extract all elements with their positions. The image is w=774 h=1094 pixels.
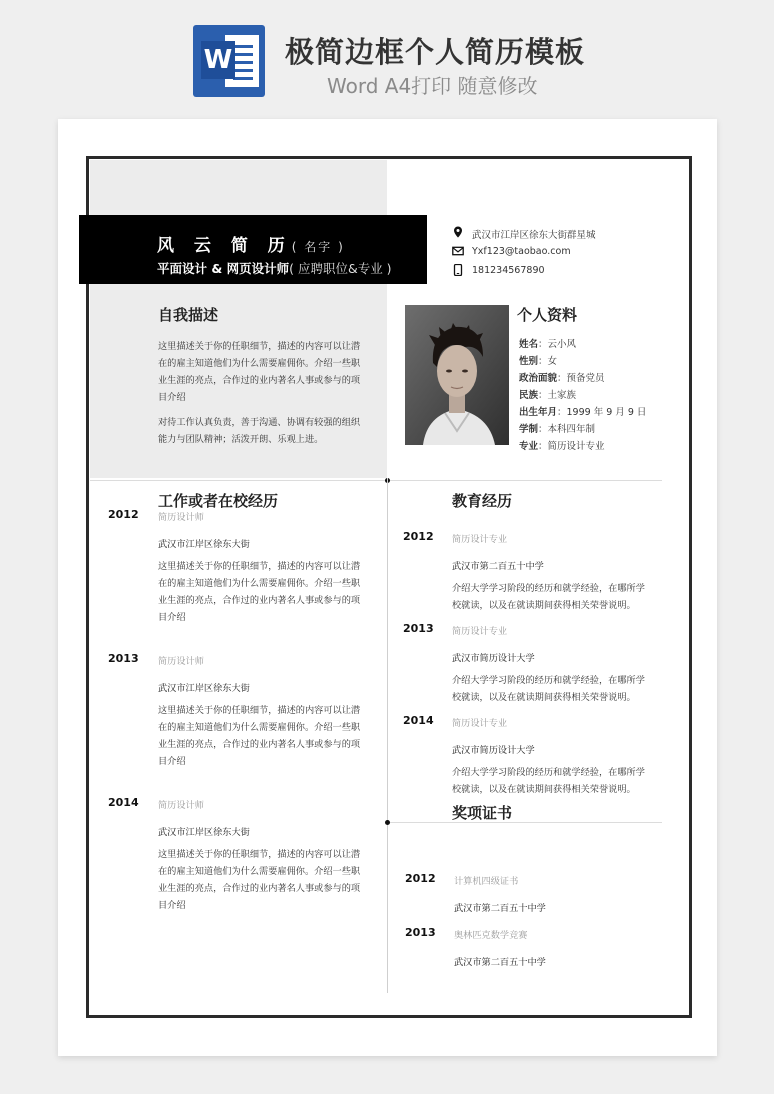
timeline-dot [385, 820, 390, 825]
work-place: 武汉市江岸区徐东大街 [158, 827, 250, 838]
template-subtitle: Word A4打印 随意修改 [327, 74, 538, 98]
profile-label: 姓名 [519, 339, 539, 350]
edu-school: 武汉市简历设计大学 [452, 653, 535, 664]
work-year: 2013 [108, 652, 139, 665]
award-year: 2013 [405, 926, 436, 939]
profile-title: 个人资料 [517, 306, 578, 324]
edu-major: 简历设计专业 [452, 626, 508, 637]
self-desc-paragraph: 这里描述关于你的任职细节，描述的内容可以让潜在的雇主知道他们为什么需要雇佣你。介绍一些职业生涯的亮点，合作过的业内著名人事或参与的项目介绍 [158, 341, 361, 403]
name-banner [79, 215, 427, 284]
profile-label: 出生年月 [519, 407, 558, 418]
profile-label: 政治面貌 [519, 373, 558, 384]
resume-name [157, 231, 345, 256]
work-desc: 这里描述关于你的任职细节，描述的内容可以让潜在的雇主知道他们为什么需要雇佣你。介绍一些职业生涯的亮点，合作过的业内著名人事或参与的项目介绍 [158, 849, 361, 911]
work-year: 2012 [108, 508, 139, 521]
center-divider [387, 478, 388, 993]
email-text: Yxf123@taobao.com [472, 246, 571, 257]
word-document-icon [193, 25, 265, 97]
work-desc: 这里描述关于你的任职细节，描述的内容可以让潜在的雇主知道他们为什么需要雇佣你。介绍一些职业生涯的亮点，合作过的业内著名人事或参与的项目介绍 [158, 561, 361, 623]
profile-value: ：土家族 [538, 390, 577, 401]
self-desc-paragraph: 对待工作认真负责，善于沟通、协调有较强的组织能力与团队精神；活泼开朗、乐观上进。 [158, 417, 361, 445]
work-place: 武汉市江岸区徐东大街 [158, 683, 250, 694]
awards-title: 奖项证书 [452, 804, 513, 822]
profile-value: ：本科四年制 [538, 424, 596, 435]
work-role: 简历设计师 [158, 512, 204, 523]
edu-major: 简历设计专业 [452, 718, 508, 729]
divider-awards [388, 822, 662, 823]
edu-major: 简历设计专业 [452, 534, 508, 545]
profile-row-major [519, 438, 605, 452]
profile-value: ：云小风 [538, 339, 577, 350]
edu-desc: 介绍大学学习阶段的经历和就学经验，在哪所学校就读，以及在就读期间获得相关荣誉说明。 [452, 675, 645, 703]
page-header [0, 0, 774, 112]
award-name: 计算机四级证书 [454, 876, 519, 887]
edu-year: 2014 [403, 714, 434, 727]
profile-value: ：简历设计专业 [538, 441, 605, 452]
phone-text: 181234567890 [472, 265, 545, 276]
work-year: 2014 [108, 796, 139, 809]
portrait-image [405, 305, 509, 445]
edu-school: 武汉市第二百五十中学 [452, 561, 544, 572]
profile-value: ：预备党员 [557, 373, 605, 384]
word-letter: W [201, 41, 235, 79]
award-place: 武汉市第二百五十中学 [454, 903, 546, 914]
profile-label: 专业 [519, 441, 539, 452]
profile-label: 性别 [519, 356, 539, 367]
work-place: 武汉市江岸区徐东大街 [158, 539, 250, 550]
name-text: 风 云 简 历 [157, 236, 292, 256]
education-title: 教育经历 [452, 492, 513, 510]
profile-row-politics [519, 370, 605, 384]
edu-school: 武汉市简历设计大学 [452, 745, 535, 756]
profile-value: ：1999 年 9 月 9 日 [557, 407, 647, 418]
name-note: ( 名字 ) [291, 240, 345, 254]
phone-icon [452, 264, 464, 276]
position-text: 平面设计 & 网页设计师 [157, 261, 290, 276]
edu-year: 2013 [403, 622, 434, 635]
address-text: 武汉市江岸区徐东大街群星城 [472, 230, 596, 241]
profile-row-ethnicity [519, 387, 576, 401]
profile-row-birth [519, 404, 646, 418]
template-title: 极简边框个人简历模板 [285, 35, 586, 69]
edu-year: 2012 [403, 530, 434, 543]
profile-label: 学制 [519, 424, 539, 435]
mail-icon [452, 245, 464, 257]
divider-left [90, 480, 387, 481]
location-pin-icon [452, 226, 464, 238]
profile-row-gender [519, 353, 557, 367]
divider-right [388, 480, 662, 481]
award-name: 奥林匹克数学竞赛 [454, 930, 528, 941]
work-title: 工作或者在校经历 [158, 492, 279, 510]
profile-value: ：女 [538, 356, 558, 367]
work-role: 简历设计师 [158, 800, 204, 811]
profile-row-schooling [519, 421, 595, 435]
award-place: 武汉市第二百五十中学 [454, 957, 546, 968]
profile-row-name [519, 336, 576, 350]
resume-position [157, 259, 392, 277]
profile-photo [405, 305, 509, 445]
position-note: ( 应聘职位&专业 ) [289, 261, 392, 276]
work-role: 简历设计师 [158, 656, 204, 667]
award-year: 2012 [405, 872, 436, 885]
self-desc-title: 自我描述 [158, 306, 219, 324]
edu-desc: 介绍大学学习阶段的经历和就学经验，在哪所学校就读，以及在就读期间获得相关荣誉说明。 [452, 767, 645, 795]
edu-desc: 介绍大学学习阶段的经历和就学经验，在哪所学校就读，以及在就读期间获得相关荣誉说明。 [452, 583, 645, 611]
work-desc: 这里描述关于你的任职细节，描述的内容可以让潜在的雇主知道他们为什么需要雇佣你。介绍一些职业生涯的亮点，合作过的业内著名人事或参与的项目介绍 [158, 705, 361, 767]
profile-label: 民族 [519, 390, 539, 401]
